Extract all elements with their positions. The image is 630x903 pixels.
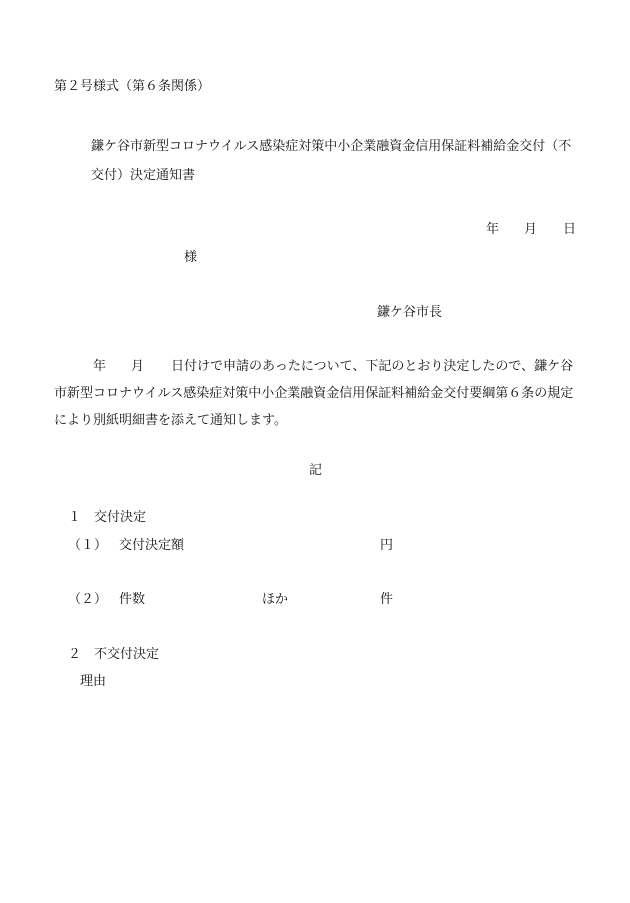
date-year: 年 xyxy=(486,222,500,237)
body-line3: により別紙明細書を添えて通知します。 xyxy=(54,413,287,428)
item1-unit: 円 xyxy=(380,538,394,553)
issuer: 鎌ケ谷市長 xyxy=(377,305,443,320)
ki-heading: 記 xyxy=(309,463,323,478)
body-month: 月 xyxy=(131,359,145,374)
item1-label: 交付決定額 xyxy=(119,538,185,553)
date-month: 月 xyxy=(524,222,538,237)
item2-label: 件数 xyxy=(119,592,146,607)
item2-unit: 件 xyxy=(380,592,394,607)
section1-heading: １ 交付決定 xyxy=(68,510,147,525)
section2-heading: ２ 不交付決定 xyxy=(68,647,160,662)
body-year: 年 xyxy=(93,359,107,374)
body-line1-rest: 日付けで申請のあったについて、下記のとおり決定したので、鎌ケ谷 xyxy=(171,359,574,374)
reason-label: 理由 xyxy=(80,674,107,689)
addressee-honorific: 様 xyxy=(184,250,198,265)
item2-number: （２） xyxy=(68,592,108,607)
document-title-line2: 交付）決定通知書 xyxy=(91,168,196,183)
document-title-line1: 鎌ケ谷市新型コロナウイルス感染症対策中小企業融資金信用保証料補給金交付（不 xyxy=(91,139,572,154)
item1-number: （１） xyxy=(68,538,108,553)
item2-middle: ほか xyxy=(262,592,289,607)
date-day: 日 xyxy=(563,222,577,237)
body-line2: 市新型コロナウイルス感染症対策中小企業融資金信用保証料補給金交付要綱第６条の規定 xyxy=(54,386,574,401)
form-number: 第２号様式（第６条関係） xyxy=(54,79,211,94)
